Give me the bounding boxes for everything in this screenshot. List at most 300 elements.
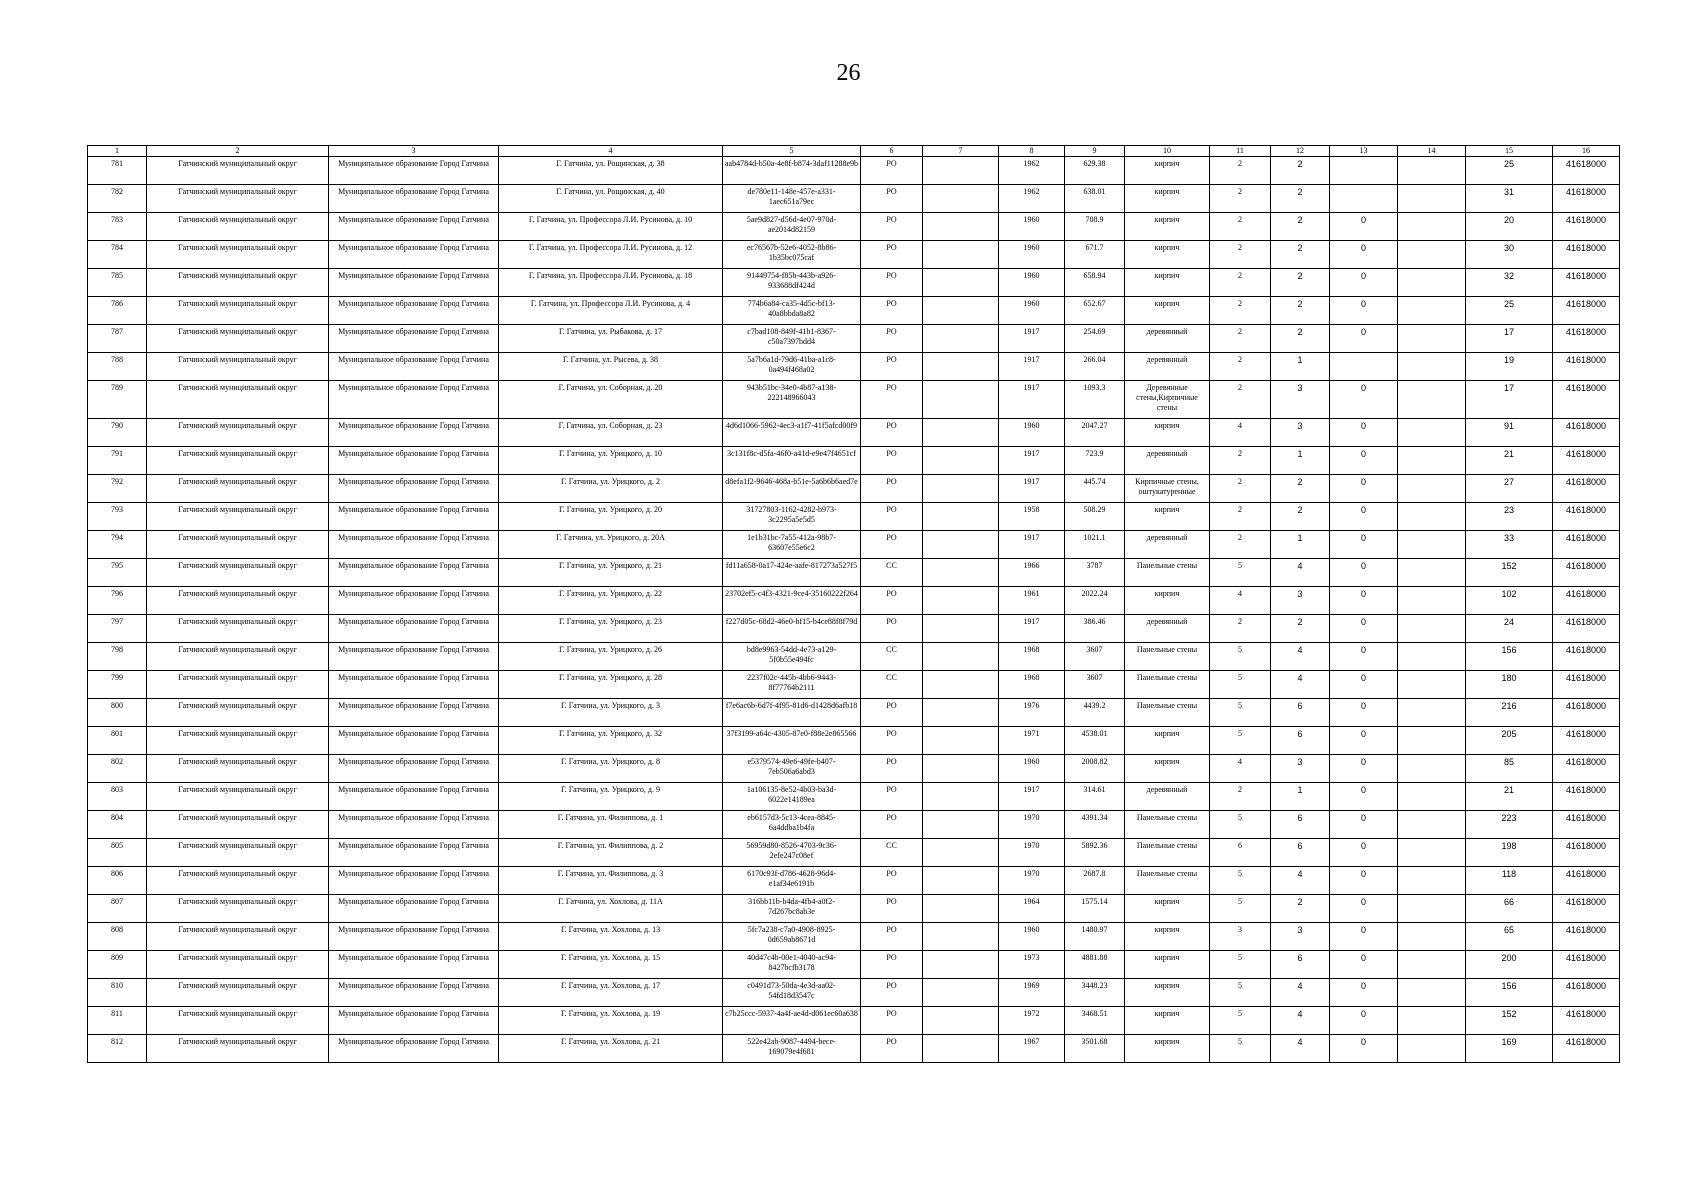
table-cell-col-5: de780e11-148e-457e-a331-1aec651a79ec bbox=[723, 185, 861, 213]
table-cell-col-16: 41618000 bbox=[1553, 951, 1620, 979]
table-cell-col-9: 4439.2 bbox=[1065, 699, 1125, 727]
table-cell-col-15: 23 bbox=[1466, 503, 1553, 531]
table-cell-col-10: кирпич bbox=[1125, 1035, 1210, 1063]
table-cell-col-3: Муниципальное образование Город Гатчина bbox=[329, 1035, 499, 1063]
table-cell-col-9: 3787 bbox=[1065, 559, 1125, 587]
table-cell-col-14 bbox=[1398, 185, 1466, 213]
table-cell-col-8: 1960 bbox=[999, 297, 1065, 325]
table-cell-col-6: РО bbox=[861, 587, 923, 615]
table-cell-col-7 bbox=[923, 269, 999, 297]
column-header-1: 1 bbox=[88, 146, 147, 157]
table-cell-col-8: 1969 bbox=[999, 979, 1065, 1007]
table-cell-col-7 bbox=[923, 979, 999, 1007]
table-cell-col-16: 41618000 bbox=[1553, 269, 1620, 297]
table-cell-col-6: РО bbox=[861, 297, 923, 325]
table-cell-col-11: 6 bbox=[1210, 839, 1271, 867]
table-cell-col-11: 5 bbox=[1210, 895, 1271, 923]
table-cell-col-11: 2 bbox=[1210, 615, 1271, 643]
column-header-4: 4 bbox=[499, 146, 723, 157]
table-cell-col-9: 2047.27 bbox=[1065, 419, 1125, 447]
table-cell-col-16: 41618000 bbox=[1553, 157, 1620, 185]
table-row bbox=[88, 241, 1620, 269]
table-cell-col-9: 508.29 bbox=[1065, 503, 1125, 531]
table-cell-col-4: Г. Гатчина, ул. Рощинская, д. 38 bbox=[499, 157, 723, 185]
table-cell-col-4: Г. Гатчина, ул. Филиппова, д. 2 bbox=[499, 839, 723, 867]
table-cell-col-11: 3 bbox=[1210, 923, 1271, 951]
table-cell-col-3: Муниципальное образование Город Гатчина bbox=[329, 503, 499, 531]
table-cell-col-4: Г. Гатчина, ул. Урицкого, д. 20 bbox=[499, 503, 723, 531]
table-cell-col-15: 169 bbox=[1466, 1035, 1553, 1063]
table-cell-col-12: 2 bbox=[1271, 503, 1330, 531]
table-cell-col-2: Гатчинский муниципальный округ bbox=[147, 727, 329, 755]
table-row bbox=[88, 531, 1620, 559]
table-cell-col-8: 1972 bbox=[999, 1007, 1065, 1035]
table-cell-col-15: 20 bbox=[1466, 213, 1553, 241]
table-cell-col-7 bbox=[923, 297, 999, 325]
table-cell-col-1: 796 bbox=[88, 587, 147, 615]
table-cell-col-16: 41618000 bbox=[1553, 783, 1620, 811]
table-cell-col-2: Гатчинский муниципальный округ bbox=[147, 419, 329, 447]
table-cell-col-12: 4 bbox=[1271, 559, 1330, 587]
table-cell-col-4: Г. Гатчина, ул. Соборная, д. 23 bbox=[499, 419, 723, 447]
table-row bbox=[88, 699, 1620, 727]
table-cell-col-8: 1962 bbox=[999, 157, 1065, 185]
table-cell-col-16: 41618000 bbox=[1553, 531, 1620, 559]
table-cell-col-5: c7b25ccc-5937-4a4f-ae4d-d061ec60a638 bbox=[723, 1007, 861, 1035]
table-cell-col-13: 0 bbox=[1330, 559, 1398, 587]
table-cell-col-8: 1973 bbox=[999, 951, 1065, 979]
table-cell-col-9: 2008.82 bbox=[1065, 755, 1125, 783]
table-row bbox=[88, 269, 1620, 297]
table-cell-col-7 bbox=[923, 531, 999, 559]
table-cell-col-6: РО bbox=[861, 727, 923, 755]
table-cell-col-4: Г. Гатчина, ул. Урицкого, д. 26 bbox=[499, 643, 723, 671]
table-cell-col-15: 223 bbox=[1466, 811, 1553, 839]
table-cell-col-7 bbox=[923, 923, 999, 951]
table-cell-col-15: 25 bbox=[1466, 297, 1553, 325]
table-cell-col-10: кирпич bbox=[1125, 213, 1210, 241]
table-cell-col-7 bbox=[923, 503, 999, 531]
table-cell-col-7 bbox=[923, 699, 999, 727]
table-cell-col-6: СС bbox=[861, 559, 923, 587]
table-cell-col-7 bbox=[923, 755, 999, 783]
table-cell-col-6: РО bbox=[861, 923, 923, 951]
table-cell-col-2: Гатчинский муниципальный округ bbox=[147, 979, 329, 1007]
table-row bbox=[88, 325, 1620, 353]
table-cell-col-13: 0 bbox=[1330, 475, 1398, 503]
housing-register-table bbox=[87, 145, 1619, 1063]
table-cell-col-9: 314.61 bbox=[1065, 783, 1125, 811]
table-cell-col-7 bbox=[923, 447, 999, 475]
table-cell-col-3: Муниципальное образование Город Гатчина bbox=[329, 241, 499, 269]
table-cell-col-4: Г. Гатчина, ул. Соборная, д. 20 bbox=[499, 381, 723, 419]
table-cell-col-8: 1960 bbox=[999, 755, 1065, 783]
table-cell-col-10: Панельные стены bbox=[1125, 643, 1210, 671]
table-cell-col-12: 2 bbox=[1271, 475, 1330, 503]
table-cell-col-1: 798 bbox=[88, 643, 147, 671]
table-row bbox=[88, 783, 1620, 811]
table-cell-col-4: Г. Гатчина, ул. Рысева, д. 38 bbox=[499, 353, 723, 381]
table-cell-col-8: 1917 bbox=[999, 615, 1065, 643]
table-cell-col-4: Г. Гатчина, ул. Хохлова, д. 15 bbox=[499, 951, 723, 979]
table-cell-col-4: Г. Гатчина, ул. Хохлова, д. 21 bbox=[499, 1035, 723, 1063]
table-cell-col-10: кирпич bbox=[1125, 951, 1210, 979]
table-row bbox=[88, 811, 1620, 839]
table-cell-col-14 bbox=[1398, 1035, 1466, 1063]
table-cell-col-11: 2 bbox=[1210, 381, 1271, 419]
table-cell-col-15: 21 bbox=[1466, 447, 1553, 475]
table-cell-col-12: 2 bbox=[1271, 185, 1330, 213]
table-cell-col-3: Муниципальное образование Город Гатчина bbox=[329, 895, 499, 923]
table-row bbox=[88, 951, 1620, 979]
table-cell-col-1: 810 bbox=[88, 979, 147, 1007]
table-cell-col-3: Муниципальное образование Город Гатчина bbox=[329, 755, 499, 783]
table-cell-col-9: 652.67 bbox=[1065, 297, 1125, 325]
table-cell-col-1: 790 bbox=[88, 419, 147, 447]
table-cell-col-8: 1960 bbox=[999, 213, 1065, 241]
table-cell-col-14 bbox=[1398, 531, 1466, 559]
table-cell-col-3: Муниципальное образование Город Гатчина bbox=[329, 325, 499, 353]
table-cell-col-13: 0 bbox=[1330, 587, 1398, 615]
table-cell-col-6: РО bbox=[861, 895, 923, 923]
table-cell-col-1: 781 bbox=[88, 157, 147, 185]
table-cell-col-16: 41618000 bbox=[1553, 419, 1620, 447]
table-cell-col-14 bbox=[1398, 587, 1466, 615]
table-cell-col-14 bbox=[1398, 559, 1466, 587]
table-cell-col-1: 799 bbox=[88, 671, 147, 699]
table-cell-col-15: 33 bbox=[1466, 531, 1553, 559]
table-cell-col-13: 0 bbox=[1330, 699, 1398, 727]
table-cell-col-16: 41618000 bbox=[1553, 895, 1620, 923]
column-header-16: 16 bbox=[1553, 146, 1620, 157]
table-cell-col-12: 6 bbox=[1271, 951, 1330, 979]
table-cell-col-5: 56959d80-8526-4703-9c36-2efe247c08ef bbox=[723, 839, 861, 867]
table-cell-col-11: 2 bbox=[1210, 475, 1271, 503]
table-cell-col-2: Гатчинский муниципальный округ bbox=[147, 811, 329, 839]
table-cell-col-15: 65 bbox=[1466, 923, 1553, 951]
table-cell-col-5: ec76567b-52e6-4052-8b86-1b35bc075caf bbox=[723, 241, 861, 269]
table-cell-col-4: Г. Гатчина, ул. Профессора Л.И. Русинова, д. 4 bbox=[499, 297, 723, 325]
table-cell-col-15: 85 bbox=[1466, 755, 1553, 783]
table-cell-col-3: Муниципальное образование Город Гатчина bbox=[329, 531, 499, 559]
table-cell-col-3: Муниципальное образование Город Гатчина bbox=[329, 475, 499, 503]
table-cell-col-5: 91449754-f85b-443b-a926-933688df424d bbox=[723, 269, 861, 297]
table-cell-col-11: 5 bbox=[1210, 979, 1271, 1007]
table-cell-col-2: Гатчинский муниципальный округ bbox=[147, 923, 329, 951]
table-cell-col-15: 17 bbox=[1466, 381, 1553, 419]
table-cell-col-3: Муниципальное образование Город Гатчина bbox=[329, 213, 499, 241]
table-cell-col-10: Панельные стены bbox=[1125, 867, 1210, 895]
table-cell-col-11: 2 bbox=[1210, 297, 1271, 325]
table-cell-col-7 bbox=[923, 643, 999, 671]
table-cell-col-5: 37f3199-a64c-4305-87e0-f88e2e865566 bbox=[723, 727, 861, 755]
table-row bbox=[88, 213, 1620, 241]
table-cell-col-14 bbox=[1398, 615, 1466, 643]
table-cell-col-4: Г. Гатчина, ул. Хохлова, д. 17 bbox=[499, 979, 723, 1007]
table-cell-col-1: 804 bbox=[88, 811, 147, 839]
table-cell-col-5: 943b51bc-34e0-4b87-a138-222148966043 bbox=[723, 381, 861, 419]
table-cell-col-14 bbox=[1398, 867, 1466, 895]
table-cell-col-12: 4 bbox=[1271, 979, 1330, 1007]
table-cell-col-2: Гатчинский муниципальный округ bbox=[147, 381, 329, 419]
table-cell-col-14 bbox=[1398, 447, 1466, 475]
table-cell-col-1: 788 bbox=[88, 353, 147, 381]
column-header-7: 7 bbox=[923, 146, 999, 157]
table-cell-col-4: Г. Гатчина, ул. Урицкого, д. 22 bbox=[499, 587, 723, 615]
table-cell-col-3: Муниципальное образование Город Гатчина bbox=[329, 643, 499, 671]
table-cell-col-5: fd11a658-0a17-424e-aafe-817273a527f5 bbox=[723, 559, 861, 587]
table-cell-col-12: 6 bbox=[1271, 811, 1330, 839]
table-cell-col-8: 1958 bbox=[999, 503, 1065, 531]
table-cell-col-1: 791 bbox=[88, 447, 147, 475]
table-cell-col-11: 2 bbox=[1210, 269, 1271, 297]
table-cell-col-6: РО bbox=[861, 615, 923, 643]
table-cell-col-5: 31727803-1162-4282-b973-3c2295a5e5d5 bbox=[723, 503, 861, 531]
table-cell-col-1: 807 bbox=[88, 895, 147, 923]
table-cell-col-9: 254.69 bbox=[1065, 325, 1125, 353]
table-cell-col-16: 41618000 bbox=[1553, 839, 1620, 867]
table-cell-col-2: Гатчинский муниципальный округ bbox=[147, 783, 329, 811]
table-cell-col-8: 1967 bbox=[999, 1035, 1065, 1063]
table-cell-col-3: Муниципальное образование Город Гатчина bbox=[329, 979, 499, 1007]
table-cell-col-10: деревянный bbox=[1125, 447, 1210, 475]
table-cell-col-8: 1960 bbox=[999, 241, 1065, 269]
column-header-2: 2 bbox=[147, 146, 329, 157]
table-cell-col-13: 0 bbox=[1330, 615, 1398, 643]
table-cell-col-3: Муниципальное образование Город Гатчина bbox=[329, 783, 499, 811]
table-cell-col-12: 2 bbox=[1271, 325, 1330, 353]
table-cell-col-9: 445.74 bbox=[1065, 475, 1125, 503]
table-cell-col-6: РО bbox=[861, 503, 923, 531]
table-cell-col-4: Г. Гатчина, ул. Урицкого, д. 3 bbox=[499, 699, 723, 727]
table-cell-col-16: 41618000 bbox=[1553, 811, 1620, 839]
table-cell-col-7 bbox=[923, 381, 999, 419]
table-cell-col-3: Муниципальное образование Город Гатчина bbox=[329, 587, 499, 615]
table-row bbox=[88, 157, 1620, 185]
table-cell-col-6: РО bbox=[861, 867, 923, 895]
table-cell-col-8: 1962 bbox=[999, 185, 1065, 213]
table-cell-col-3: Муниципальное образование Город Гатчина bbox=[329, 353, 499, 381]
table-body bbox=[88, 157, 1620, 1063]
table-cell-col-12: 2 bbox=[1271, 615, 1330, 643]
table-cell-col-16: 41618000 bbox=[1553, 979, 1620, 1007]
table-cell-col-14 bbox=[1398, 895, 1466, 923]
table-cell-col-5: e5379574-49e6-49fe-b407-7eb506a6abd3 bbox=[723, 755, 861, 783]
table-cell-col-4: Г. Гатчина, ул. Хохлова, д. 13 bbox=[499, 923, 723, 951]
table-cell-col-13: 0 bbox=[1330, 325, 1398, 353]
table-cell-col-5: 6170c93f-d786-4628-96d4-e1af34e6191b bbox=[723, 867, 861, 895]
table-cell-col-10: кирпич bbox=[1125, 185, 1210, 213]
table-cell-col-15: 205 bbox=[1466, 727, 1553, 755]
table-row bbox=[88, 447, 1620, 475]
table-cell-col-6: СС bbox=[861, 671, 923, 699]
table-cell-col-12: 6 bbox=[1271, 727, 1330, 755]
table-cell-col-9: 4881.88 bbox=[1065, 951, 1125, 979]
table-cell-col-3: Муниципальное образование Город Гатчина bbox=[329, 419, 499, 447]
table-cell-col-9: 266.04 bbox=[1065, 353, 1125, 381]
table-cell-col-5: bd8e9963-54dd-4e73-a129-5f0b55e494fc bbox=[723, 643, 861, 671]
table-cell-col-3: Муниципальное образование Город Гатчина bbox=[329, 297, 499, 325]
table-cell-col-16: 41618000 bbox=[1553, 241, 1620, 269]
table-cell-col-7 bbox=[923, 157, 999, 185]
table-cell-col-13: 0 bbox=[1330, 269, 1398, 297]
table-cell-col-7 bbox=[923, 783, 999, 811]
table-cell-col-4: Г. Гатчина, ул. Филиппова, д. 3 bbox=[499, 867, 723, 895]
table-cell-col-7 bbox=[923, 951, 999, 979]
table-cell-col-11: 5 bbox=[1210, 811, 1271, 839]
table-row bbox=[88, 867, 1620, 895]
table-cell-col-7 bbox=[923, 559, 999, 587]
table-cell-col-10: кирпич bbox=[1125, 587, 1210, 615]
table-row bbox=[88, 185, 1620, 213]
table-cell-col-12: 4 bbox=[1271, 643, 1330, 671]
table-cell-col-10: Панельные стены bbox=[1125, 811, 1210, 839]
table-cell-col-16: 41618000 bbox=[1553, 325, 1620, 353]
table-cell-col-12: 1 bbox=[1271, 531, 1330, 559]
table-cell-col-8: 1960 bbox=[999, 419, 1065, 447]
table-cell-col-5: c7bad108-849f-41b1-8367-c50a7397bdd4 bbox=[723, 325, 861, 353]
table-cell-col-9: 1021.1 bbox=[1065, 531, 1125, 559]
table-cell-col-16: 41618000 bbox=[1553, 643, 1620, 671]
table-cell-col-16: 41618000 bbox=[1553, 503, 1620, 531]
table-cell-col-1: 805 bbox=[88, 839, 147, 867]
table-cell-col-13: 0 bbox=[1330, 1035, 1398, 1063]
table-cell-col-4: Г. Гатчина, ул. Рощинская, д. 40 bbox=[499, 185, 723, 213]
table-cell-col-1: 784 bbox=[88, 241, 147, 269]
table-cell-col-14 bbox=[1398, 811, 1466, 839]
table-cell-col-14 bbox=[1398, 353, 1466, 381]
table-cell-col-12: 2 bbox=[1271, 241, 1330, 269]
table-cell-col-13: 0 bbox=[1330, 839, 1398, 867]
table-cell-col-8: 1976 bbox=[999, 699, 1065, 727]
table-cell-col-4: Г. Гатчина, ул. Хохлова, д. 19 bbox=[499, 1007, 723, 1035]
data-table bbox=[87, 145, 1620, 1063]
table-cell-col-15: 156 bbox=[1466, 979, 1553, 1007]
table-cell-col-10: кирпич bbox=[1125, 979, 1210, 1007]
table-cell-col-15: 200 bbox=[1466, 951, 1553, 979]
table-cell-col-2: Гатчинский муниципальный округ bbox=[147, 559, 329, 587]
table-cell-col-13: 0 bbox=[1330, 979, 1398, 1007]
table-cell-col-6: РО bbox=[861, 755, 923, 783]
table-cell-col-9: 3607 bbox=[1065, 671, 1125, 699]
table-cell-col-2: Гатчинский муниципальный округ bbox=[147, 951, 329, 979]
table-cell-col-4: Г. Гатчина, ул. Профессора Л.И. Русинова, д. 10 bbox=[499, 213, 723, 241]
table-cell-col-6: РО bbox=[861, 783, 923, 811]
table-cell-col-16: 41618000 bbox=[1553, 185, 1620, 213]
table-cell-col-6: СС bbox=[861, 839, 923, 867]
table-cell-col-3: Муниципальное образование Город Гатчина bbox=[329, 671, 499, 699]
table-row bbox=[88, 615, 1620, 643]
table-cell-col-1: 782 bbox=[88, 185, 147, 213]
table-cell-col-12: 6 bbox=[1271, 839, 1330, 867]
column-header-6: 6 bbox=[861, 146, 923, 157]
table-cell-col-14 bbox=[1398, 381, 1466, 419]
table-cell-col-1: 801 bbox=[88, 727, 147, 755]
table-cell-col-13: 0 bbox=[1330, 867, 1398, 895]
table-cell-col-9: 671.7 bbox=[1065, 241, 1125, 269]
column-header-9: 9 bbox=[1065, 146, 1125, 157]
table-cell-col-4: Г. Гатчина, ул. Урицкого, д. 21 bbox=[499, 559, 723, 587]
table-cell-col-2: Гатчинский муниципальный округ bbox=[147, 297, 329, 325]
table-cell-col-10: Панельные стены bbox=[1125, 559, 1210, 587]
table-cell-col-5: f227d05c-68d2-46e0-bf15-b4ce88f8f79d bbox=[723, 615, 861, 643]
table-cell-col-4: Г. Гатчина, ул. Рыбакова, д. 17 bbox=[499, 325, 723, 353]
table-cell-col-2: Гатчинский муниципальный округ bbox=[147, 269, 329, 297]
table-cell-col-15: 27 bbox=[1466, 475, 1553, 503]
table-row bbox=[88, 353, 1620, 381]
table-cell-col-9: 5892.36 bbox=[1065, 839, 1125, 867]
table-cell-col-6: РО bbox=[861, 811, 923, 839]
table-cell-col-16: 41618000 bbox=[1553, 699, 1620, 727]
table-cell-col-6: РО bbox=[861, 185, 923, 213]
table-cell-col-3: Муниципальное образование Город Гатчина bbox=[329, 447, 499, 475]
table-cell-col-12: 2 bbox=[1271, 157, 1330, 185]
table-cell-col-10: Панельные стены bbox=[1125, 671, 1210, 699]
table-cell-col-11: 2 bbox=[1210, 241, 1271, 269]
table-cell-col-10: кирпич bbox=[1125, 157, 1210, 185]
table-cell-col-7 bbox=[923, 895, 999, 923]
table-cell-col-11: 5 bbox=[1210, 727, 1271, 755]
table-cell-col-16: 41618000 bbox=[1553, 381, 1620, 419]
table-cell-col-3: Муниципальное образование Город Гатчина bbox=[329, 839, 499, 867]
table-cell-col-15: 24 bbox=[1466, 615, 1553, 643]
table-cell-col-8: 1970 bbox=[999, 811, 1065, 839]
table-cell-col-8: 1966 bbox=[999, 559, 1065, 587]
table-cell-col-11: 5 bbox=[1210, 559, 1271, 587]
table-cell-col-11: 2 bbox=[1210, 157, 1271, 185]
table-cell-col-15: 118 bbox=[1466, 867, 1553, 895]
table-cell-col-16: 41618000 bbox=[1553, 671, 1620, 699]
table-cell-col-2: Гатчинский муниципальный округ bbox=[147, 895, 329, 923]
table-cell-col-7 bbox=[923, 1035, 999, 1063]
table-cell-col-2: Гатчинский муниципальный округ bbox=[147, 1007, 329, 1035]
table-cell-col-11: 5 bbox=[1210, 1035, 1271, 1063]
table-cell-col-15: 21 bbox=[1466, 783, 1553, 811]
table-cell-col-13: 0 bbox=[1330, 419, 1398, 447]
table-cell-col-3: Муниципальное образование Город Гатчина bbox=[329, 157, 499, 185]
table-cell-col-11: 5 bbox=[1210, 951, 1271, 979]
table-cell-col-4: Г. Гатчина, ул. Урицкого, д. 2 bbox=[499, 475, 723, 503]
table-row bbox=[88, 895, 1620, 923]
table-cell-col-2: Гатчинский муниципальный округ bbox=[147, 839, 329, 867]
table-cell-col-4: Г. Гатчина, ул. Профессора Л.И. Русинова, д. 18 bbox=[499, 269, 723, 297]
column-header-12: 12 bbox=[1271, 146, 1330, 157]
table-cell-col-5: 5ae9d827-d56d-4e07-970d-ae2014d82159 bbox=[723, 213, 861, 241]
table-cell-col-2: Гатчинский муниципальный округ bbox=[147, 671, 329, 699]
table-cell-col-5: 4d6d1066-5962-4ec3-a1f7-41f5afcd00f9 bbox=[723, 419, 861, 447]
table-cell-col-5: 774b6a84-ca35-4d5c-bf13-40a8bbda8a82 bbox=[723, 297, 861, 325]
table-cell-col-1: 793 bbox=[88, 503, 147, 531]
table-cell-col-8: 1960 bbox=[999, 923, 1065, 951]
table-cell-col-3: Муниципальное образование Город Гатчина bbox=[329, 381, 499, 419]
table-cell-col-5: 3c131f8c-d5fa-46f0-a41d-e9e47f4651cf bbox=[723, 447, 861, 475]
table-cell-col-8: 1917 bbox=[999, 783, 1065, 811]
table-cell-col-11: 2 bbox=[1210, 325, 1271, 353]
table-cell-col-10: кирпич bbox=[1125, 269, 1210, 297]
table-cell-col-2: Гатчинский муниципальный округ bbox=[147, 699, 329, 727]
table-cell-col-13 bbox=[1330, 157, 1398, 185]
table-cell-col-12: 2 bbox=[1271, 895, 1330, 923]
table-cell-col-4: Г. Гатчина, ул. Урицкого, д. 8 bbox=[499, 755, 723, 783]
table-cell-col-6: РО bbox=[861, 241, 923, 269]
table-cell-col-8: 1970 bbox=[999, 867, 1065, 895]
table-cell-col-9: 1480.97 bbox=[1065, 923, 1125, 951]
table-cell-col-15: 152 bbox=[1466, 1007, 1553, 1035]
table-cell-col-10: Панельные стены bbox=[1125, 699, 1210, 727]
table-cell-col-10: Кирпичные стены, оштукатуренные bbox=[1125, 475, 1210, 503]
table-cell-col-5: 40d47c4b-00e1-4040-ac94-8427bcfb3178 bbox=[723, 951, 861, 979]
table-cell-col-11: 2 bbox=[1210, 783, 1271, 811]
